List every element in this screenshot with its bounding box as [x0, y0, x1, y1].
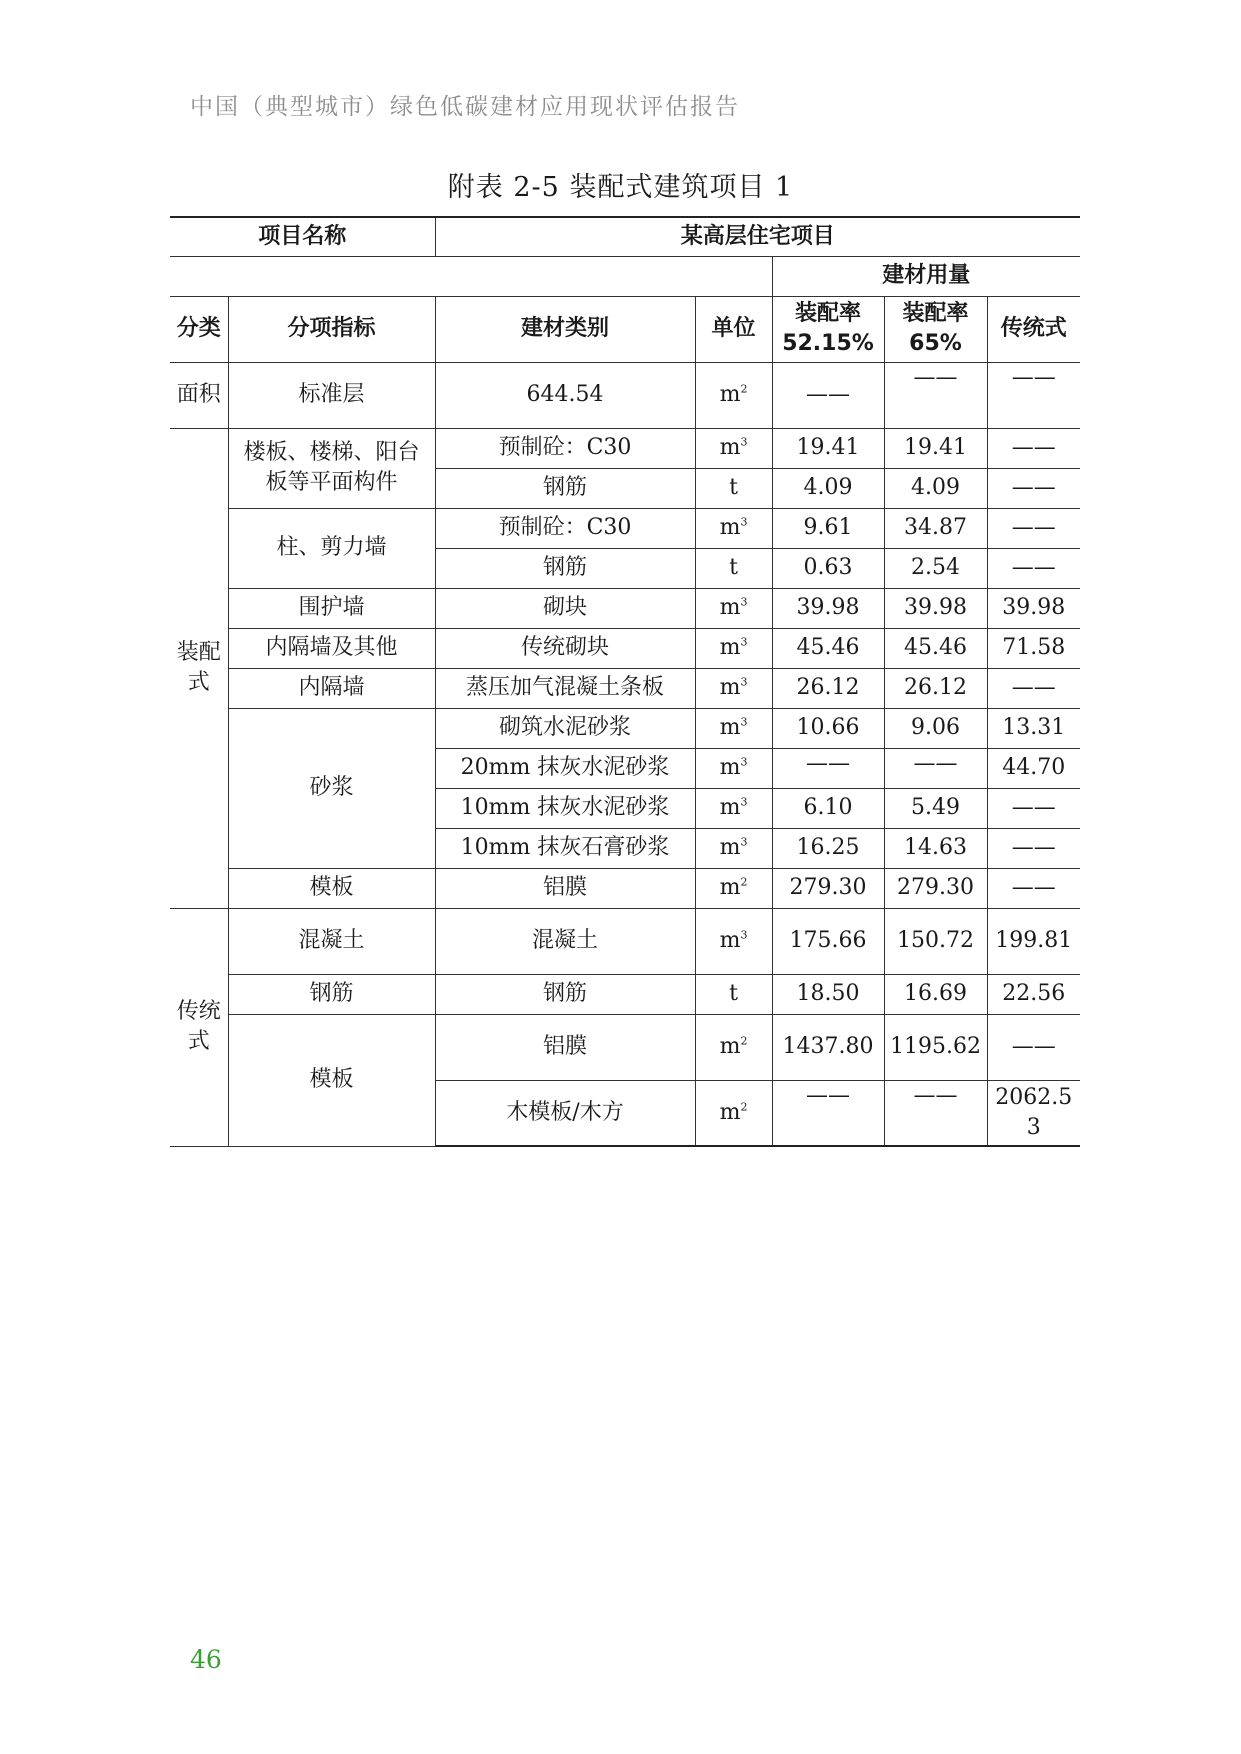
- material-cell: 木模板/木方: [435, 1080, 695, 1146]
- value-c: ——: [987, 508, 1080, 548]
- value-c: 22.56: [987, 974, 1080, 1014]
- value-c: 71.58: [987, 628, 1080, 668]
- material-cell: 20mm 抹灰水泥砂浆: [435, 748, 695, 788]
- table-title: 附表 2-5 装配式建筑项目 1: [447, 172, 794, 203]
- unit-cell: [695, 708, 772, 748]
- table-row: [170, 217, 1080, 256]
- material-cell: 砌块: [435, 588, 695, 628]
- header-item: 分项指标: [228, 296, 435, 362]
- unit-cell: [695, 428, 772, 468]
- blank-header-cell: [170, 256, 772, 296]
- unit-base: m: [719, 515, 741, 540]
- unit-exponent: 3: [740, 675, 748, 689]
- unit-base: m: [719, 1034, 741, 1059]
- value-b: 19.41: [884, 428, 987, 468]
- value-c: ——: [987, 362, 1080, 428]
- table-row: [170, 908, 1080, 974]
- value-b: 279.30: [884, 868, 987, 908]
- value-b: 4.09: [884, 468, 987, 508]
- item-cell: 模板: [228, 1014, 435, 1146]
- item-cell: 楼板、楼梯、阳台板等平面构件: [228, 428, 435, 508]
- value-a: 10.66: [772, 708, 884, 748]
- material-cell: 铝膜: [435, 1014, 695, 1080]
- unit-exponent: 3: [740, 635, 748, 649]
- table-row: [170, 668, 1080, 708]
- header-col-a: 装配率52.15%: [772, 296, 884, 362]
- unit-cell: t: [695, 468, 772, 508]
- item-cell: 柱、剪力墙: [228, 508, 435, 588]
- unit-exponent: 3: [740, 595, 748, 609]
- value-c: 44.70: [987, 748, 1080, 788]
- materials-table: [170, 216, 1080, 1147]
- page-number: 46: [190, 1645, 222, 1674]
- unit-exponent: 2: [740, 875, 748, 889]
- material-cell: 传统砌块: [435, 628, 695, 668]
- unit-exponent: 2: [740, 382, 748, 396]
- table-row: [170, 256, 1080, 296]
- category-area: 面积: [170, 362, 228, 428]
- value-a: 4.09: [772, 468, 884, 508]
- value-c: 199.81: [987, 908, 1080, 974]
- value-a: 1437.80: [772, 1014, 884, 1080]
- table-row: [170, 868, 1080, 908]
- value-b: 5.49: [884, 788, 987, 828]
- item-cell: 砂浆: [228, 708, 435, 868]
- unit-base: m: [719, 635, 741, 660]
- table-row: [170, 974, 1080, 1014]
- unit-base: m: [719, 675, 741, 700]
- value-a: 26.12: [772, 668, 884, 708]
- material-cell: 644.54: [435, 362, 695, 428]
- value-a: 39.98: [772, 588, 884, 628]
- unit-base: m: [719, 1099, 741, 1125]
- material-cell: 钢筋: [435, 974, 695, 1014]
- material-cell: 10mm 抹灰水泥砂浆: [435, 788, 695, 828]
- project-label: 项目名称: [170, 217, 435, 256]
- value-a: 16.25: [772, 828, 884, 868]
- unit-cell: [695, 588, 772, 628]
- unit-base: m: [719, 755, 741, 780]
- header-unit: 单位: [695, 296, 772, 362]
- unit-base: m: [719, 835, 741, 860]
- value-c: ——: [987, 868, 1080, 908]
- value-b: 39.98: [884, 588, 987, 628]
- value-b: ——: [884, 362, 987, 428]
- value-b: 1195.62: [884, 1014, 987, 1080]
- unit-cell: [695, 362, 772, 428]
- item-cell: 内隔墙: [228, 668, 435, 708]
- value-c: 39.98: [987, 588, 1080, 628]
- value-b: 45.46: [884, 628, 987, 668]
- unit-exponent: 2: [740, 1034, 748, 1048]
- value-b: 26.12: [884, 668, 987, 708]
- unit-exponent: 3: [740, 715, 748, 729]
- category-prefab: 装配式: [170, 428, 228, 908]
- unit-cell: [695, 748, 772, 788]
- material-cell: 铝膜: [435, 868, 695, 908]
- value-b: 9.06: [884, 708, 987, 748]
- usage-header: 建材用量: [772, 256, 1080, 296]
- project-name: 某高层住宅项目: [435, 217, 1080, 256]
- material-cell: 钢筋: [435, 468, 695, 508]
- value-c: ——: [987, 1014, 1080, 1080]
- value-b: 2.54: [884, 548, 987, 588]
- unit-cell: [695, 788, 772, 828]
- header-col-c: 传统式: [987, 296, 1080, 362]
- table-row: [170, 362, 1080, 428]
- value-c: 2062.53: [987, 1080, 1080, 1146]
- item-cell: 围护墙: [228, 588, 435, 628]
- material-cell: 混凝土: [435, 908, 695, 974]
- unit-base: m: [719, 382, 741, 407]
- unit-exponent: 2: [740, 1100, 748, 1114]
- header-col-b: 装配率65%: [884, 296, 987, 362]
- unit-cell: [695, 628, 772, 668]
- unit-cell: [695, 668, 772, 708]
- header-category: 分类: [170, 296, 228, 362]
- material-cell: 砌筑水泥砂浆: [435, 708, 695, 748]
- unit-cell: [695, 828, 772, 868]
- item-cell: 内隔墙及其他: [228, 628, 435, 668]
- unit-exponent: 3: [740, 435, 748, 449]
- material-cell: 蒸压加气混凝土条板: [435, 668, 695, 708]
- table-row: [170, 296, 1080, 362]
- unit-cell: t: [695, 548, 772, 588]
- unit-base: m: [719, 435, 741, 460]
- value-c: 13.31: [987, 708, 1080, 748]
- unit-cell: [695, 1080, 772, 1146]
- value-a: 18.50: [772, 974, 884, 1014]
- table-row: [170, 708, 1080, 748]
- material-cell: 钢筋: [435, 548, 695, 588]
- unit-base: m: [719, 595, 741, 620]
- value-a: 0.63: [772, 548, 884, 588]
- value-c: ——: [987, 548, 1080, 588]
- unit-exponent: 3: [740, 835, 748, 849]
- value-b: 150.72: [884, 908, 987, 974]
- unit-base: m: [719, 875, 741, 900]
- category-traditional: 传统式: [170, 908, 228, 1146]
- value-c: ——: [987, 668, 1080, 708]
- value-c: ——: [987, 828, 1080, 868]
- item-cell: 模板: [228, 868, 435, 908]
- material-cell: 预制砼：C30: [435, 508, 695, 548]
- unit-base: m: [719, 928, 741, 953]
- value-b: ——: [884, 748, 987, 788]
- value-c: ——: [987, 428, 1080, 468]
- value-a: 9.61: [772, 508, 884, 548]
- unit-cell: [695, 868, 772, 908]
- running-header: 中国（典型城市）绿色低碳建材应用现状评估报告: [190, 94, 740, 120]
- unit-cell: [695, 508, 772, 548]
- table-row: [170, 588, 1080, 628]
- value-c: ——: [987, 788, 1080, 828]
- unit-base: m: [719, 795, 741, 820]
- value-b: 16.69: [884, 974, 987, 1014]
- item-cell: 钢筋: [228, 974, 435, 1014]
- unit-exponent: 3: [740, 515, 748, 529]
- header-material: 建材类别: [435, 296, 695, 362]
- value-a: ——: [772, 362, 884, 428]
- table-row: [170, 628, 1080, 668]
- value-a: 45.46: [772, 628, 884, 668]
- value-a: 175.66: [772, 908, 884, 974]
- material-cell: 10mm 抹灰石膏砂浆: [435, 828, 695, 868]
- unit-exponent: 3: [740, 795, 748, 809]
- unit-exponent: 3: [740, 755, 748, 769]
- value-b: 34.87: [884, 508, 987, 548]
- unit-cell: t: [695, 974, 772, 1014]
- table-row: [170, 508, 1080, 548]
- unit-cell: [695, 908, 772, 974]
- value-a: 19.41: [772, 428, 884, 468]
- unit-cell: [695, 1014, 772, 1080]
- value-a: ——: [772, 748, 884, 788]
- value-a: ——: [772, 1080, 884, 1146]
- value-b: 14.63: [884, 828, 987, 868]
- value-a: 279.30: [772, 868, 884, 908]
- material-cell: 预制砼：C30: [435, 428, 695, 468]
- unit-exponent: 3: [740, 928, 748, 942]
- value-b: ——: [884, 1080, 987, 1146]
- table-row: [170, 428, 1080, 468]
- item-cell: 标准层: [228, 362, 435, 428]
- item-cell: 混凝土: [228, 908, 435, 974]
- value-c: ——: [987, 468, 1080, 508]
- table-row: [170, 1014, 1080, 1080]
- unit-base: m: [719, 715, 741, 740]
- value-a: 6.10: [772, 788, 884, 828]
